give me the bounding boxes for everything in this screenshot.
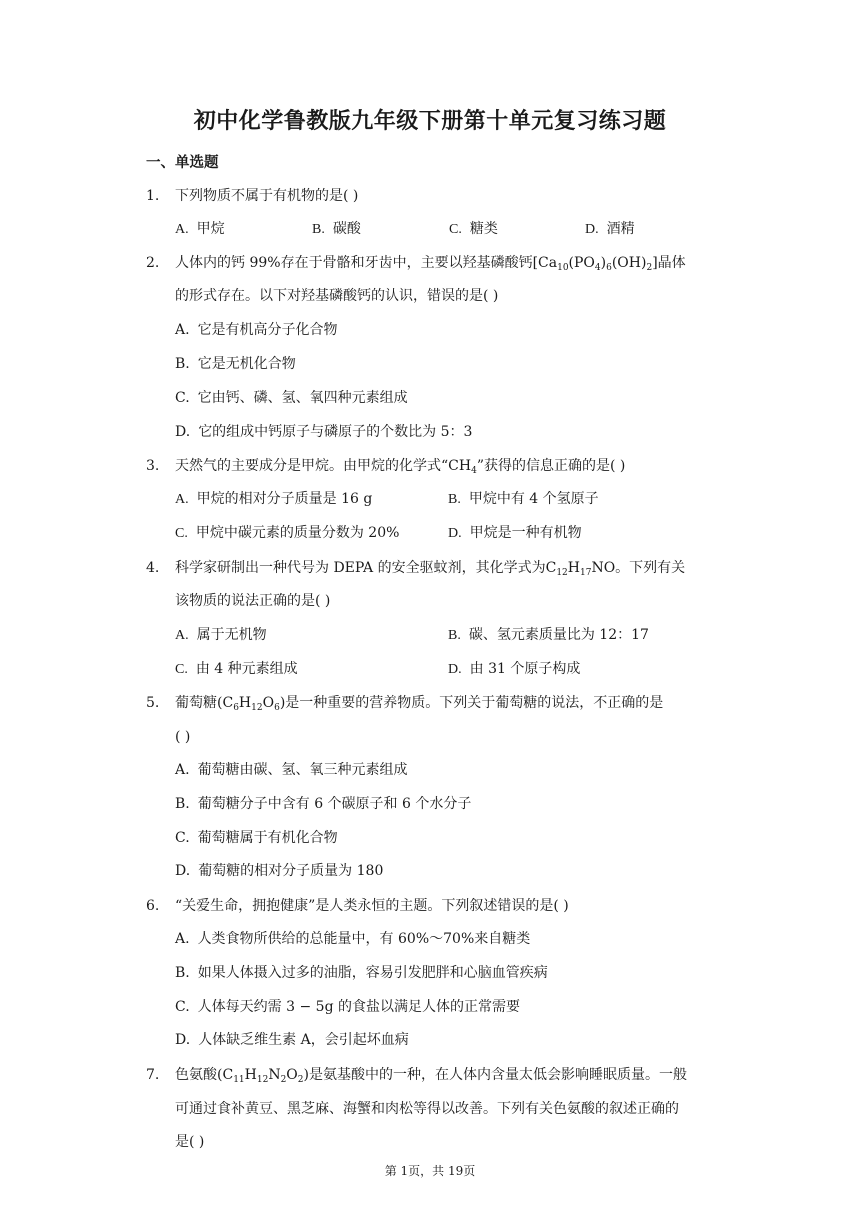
document-title: 初中化学鲁教版九年级下册第十单元复习练习题 — [193, 109, 667, 134]
option-c: C. 甲烷中碳元素的质量分数为 20% — [175, 525, 400, 541]
question-stem: 下列物质不属于有机物的是( ) — [175, 188, 359, 204]
question-number: 3. — [146, 458, 160, 474]
option-c: C. 人体每天约需 3 − 5g 的食盐以满足人体的正常需要 — [175, 999, 520, 1015]
option-a: A. 人类食物所供给的总能量中，有 60%～70%来自糖类 — [175, 931, 531, 947]
question-stem: 的形式存在。以下对羟基磷酸钙的认识，错误的是( ) — [175, 288, 499, 304]
option-d: D. 人体缺乏维生素 A，会引起坏血病 — [175, 1032, 409, 1048]
option-d: D. 它的组成中钙原子与磷原子的个数比为 5：3 — [175, 424, 473, 440]
page-footer: 第 1页，共 19页 — [384, 1164, 476, 1178]
option-d: D. 甲烷是一种有机物 — [448, 525, 582, 541]
option-d: D. 葡萄糖的相对分子质量为 180 — [175, 863, 384, 879]
question-stem: ( ) — [175, 729, 191, 745]
option-b: B. 碳酸 — [312, 221, 361, 237]
option-b: B. 葡萄糖分子中含有 6 个碳原子和 6 个水分子 — [175, 796, 472, 812]
option-d: D. 酒精 — [585, 221, 635, 237]
option-c: C. 由 4 种元素组成 — [175, 661, 298, 677]
option-c: C. 它由钙、磷、氢、氧四种元素组成 — [175, 390, 408, 406]
option-a: A. 葡萄糖由碳、氢、氧三种元素组成 — [175, 762, 408, 778]
option-a: A. 甲烷的相对分子质量是 16 g — [175, 491, 373, 507]
option-b: B. 它是无机化合物 — [175, 356, 296, 372]
question-stem: “关爱生命，拥抱健康”是人类永恒的主题。下列叙述错误的是( ) — [175, 898, 569, 914]
question-number: 2. — [146, 255, 160, 271]
question-number: 4. — [146, 560, 160, 576]
question-number: 1. — [146, 188, 160, 204]
option-a: A. 甲烷 — [175, 221, 225, 237]
option-c: C. 葡萄糖属于有机化合物 — [175, 830, 338, 846]
option-b: B. 碳、氢元素质量比为 12：17 — [448, 627, 649, 643]
question-stem: 色氨酸$(C_{11}H_{12}N_2O_2)$是氨基酸中的一种，在人体内含量太低会影响睡眠质量。一般 — [175, 1067, 687, 1085]
option-b: B. 甲烷中有 4 个氢原子 — [448, 491, 599, 507]
question-stem: 科学家研制出一种代号为 DEPA 的安全驱蚊剂，其化学式为$C_{12}H_{17}NO$。下列有关 — [175, 560, 686, 578]
option-a: A. 它是有机高分子化合物 — [175, 322, 338, 338]
question-number: 5. — [146, 695, 160, 711]
question-stem: 人体内的钙 99%存在于骨骼和牙齿中，主要以羟基磷酸钙$[Ca_{10}(PO_4)_6(OH)_2]$晶体 — [175, 255, 686, 273]
option-b: B. 如果人体摄入过多的油脂，容易引发肥胖和心脑血管疾病 — [175, 965, 548, 981]
question-stem: 可通过食补黄豆、黑芝麻、海蟹和肉松等得以改善。下列有关色氨酸的叙述正确的 — [175, 1101, 679, 1117]
question-number: 6. — [146, 898, 160, 914]
question-number: 7. — [146, 1067, 160, 1083]
question-stem: 该物质的说法正确的是( ) — [175, 593, 331, 609]
question-stem: 天然气的主要成分是甲烷。由甲烷的化学式“$CH_4$”获得的信息正确的是( ) — [175, 458, 626, 476]
question-stem: 是( ) — [175, 1134, 205, 1150]
option-a: A. 属于无机物 — [175, 627, 267, 643]
option-c: C. 糖类 — [449, 221, 498, 237]
question-stem: 葡萄糖$(C_6H_{12}O_6)$是一种重要的营养物质。下列关于葡萄糖的说法，不正确的是 — [175, 695, 664, 713]
section-heading: 一、单选题 — [146, 155, 219, 171]
option-d: D. 由 31 个原子构成 — [448, 661, 581, 677]
